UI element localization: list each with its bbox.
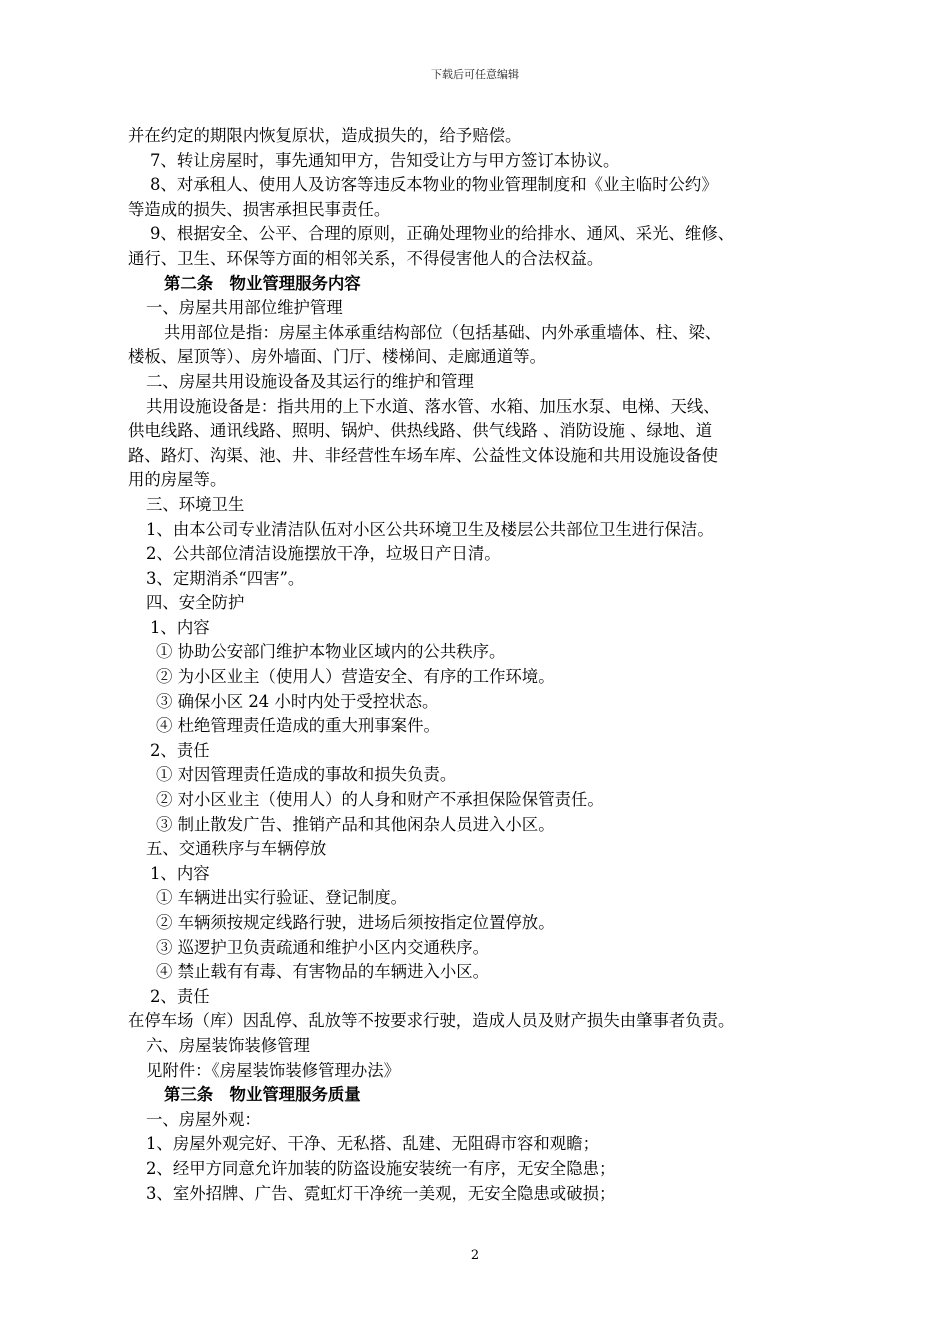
text-line: 2、责任 — [150, 986, 210, 1006]
text-line: 共用部位是指：房屋主体承重结构部位（包括基础、内外承重墙体、柱、梁、 — [164, 322, 722, 342]
text-line: 见附件：《房屋装饰装修管理办法》 — [146, 1060, 401, 1080]
text-line: 四、安全防护 — [146, 593, 245, 613]
text-line: 二、房屋共用设施设备及其运行的维护和管理 — [146, 371, 474, 391]
document-body — [128, 124, 842, 1206]
section-heading: 第二条 物业管理服务内容 — [164, 273, 361, 293]
text-line: ④ 禁止载有有毒、有害物品的车辆进入小区。 — [156, 962, 490, 982]
text-line: 在停车场（库）因乱停、乱放等不按要求行驶，造成人员及财产损失由肇事者负责。 — [128, 1011, 735, 1031]
text-line: 3、定期消杀“四害”。 — [146, 568, 305, 588]
page-header: 下载后可任意编辑 — [431, 68, 519, 81]
text-line: ① 对因管理责任造成的事故和损失负责。 — [156, 765, 457, 785]
text-line: 楼板、屋顶等）、房外墙面、门厅、楼梯间、走廊通道等。 — [128, 347, 546, 367]
text-line: 共用设施设备是：指共用的上下水道、落水管、水箱、加压水泵、电梯、天线、 — [146, 396, 720, 416]
text-line: ④ 杜绝管理责任造成的重大刑事案件。 — [156, 716, 440, 736]
text-line: 并在约定的期限内恢复原状，造成损失的，给予赔偿。 — [128, 126, 522, 145]
text-line: 2、公共部位清洁设施摆放干净，垃圾日产日清。 — [146, 544, 501, 564]
text-line: ① 协助公安部门维护本物业区域内的公共秩序。 — [156, 642, 506, 662]
text-line: 六、房屋装饰装修管理 — [146, 1035, 310, 1055]
text-line: 1、房屋外观完好、干净、无私搭、乱建、无阻碍市容和观瞻； — [146, 1134, 599, 1154]
text-line: ③ 确保小区 24 小时内处于受控状态。 — [156, 691, 439, 711]
text-line: 一、房屋共用部位维护管理 — [146, 298, 343, 318]
text-line: 三、环境卫生 — [146, 494, 245, 514]
text-line: 2、责任 — [150, 740, 210, 760]
text-line: 3、室外招牌、广告、霓虹灯干净统一美观，无安全隐患或破损； — [146, 1183, 616, 1203]
text-line: 1、内容 — [150, 863, 210, 883]
text-line: 8、对承租人、使用人及访客等违反本物业的物业管理制度和《业主临时公约》 — [150, 175, 718, 195]
text-line: 2、经甲方同意允许加装的防盗设施安装统一有序，无安全隐患； — [146, 1158, 616, 1178]
text-line: 1、内容 — [150, 617, 210, 637]
page-number: 2 — [470, 1248, 480, 1263]
text-line: 9、根据安全、公平、合理的原则，正确处理物业的给排水、通风、采光、维修、 — [150, 224, 735, 244]
text-line: ② 车辆须按规定线路行驶，进场后须按指定位置停放。 — [156, 913, 555, 932]
text-line: 路、路灯、沟渠、池、井、非经营性车场车库、公益性文体设施和共用设施设备使 — [128, 445, 719, 465]
text-line: ③ 巡逻护卫负责疏通和维护小区内交通秩序。 — [156, 937, 490, 957]
text-line: 1、由本公司专业清洁队伍对小区公共环境卫生及楼层公共部位卫生进行保洁。 — [146, 519, 714, 539]
text-line: ③ 制止散发广告、推销产品和其他闲杂人员进入小区。 — [156, 814, 555, 834]
text-line: ② 对小区业主（使用人）的人身和财产不承担保险保管责任。 — [156, 790, 604, 810]
section-heading: 第三条 物业管理服务质量 — [164, 1085, 361, 1105]
text-line: 通行、卫生、环保等方面的相邻关系，不得侵害他人的合法权益。 — [128, 248, 604, 268]
text-line: 7、转让房屋时，事先通知甲方，告知受让方与甲方签订本协议。 — [150, 150, 620, 170]
text-line: 一、房屋外观： — [146, 1109, 261, 1129]
text-line: 等造成的损失、损害承担民事责任。 — [128, 199, 391, 219]
text-line: 五、交通秩序与车辆停放 — [146, 839, 327, 859]
text-line: 供电线路、通讯线路、照明、锅炉、供热线路、供气线路 、消防设施 、绿地、道 — [128, 421, 713, 441]
text-line: ② 为小区业主（使用人）营造安全、有序的工作环境。 — [156, 667, 555, 687]
text-line: 用的房屋等。 — [128, 470, 227, 490]
text-line: ① 车辆进出实行验证、登记制度。 — [156, 888, 408, 908]
